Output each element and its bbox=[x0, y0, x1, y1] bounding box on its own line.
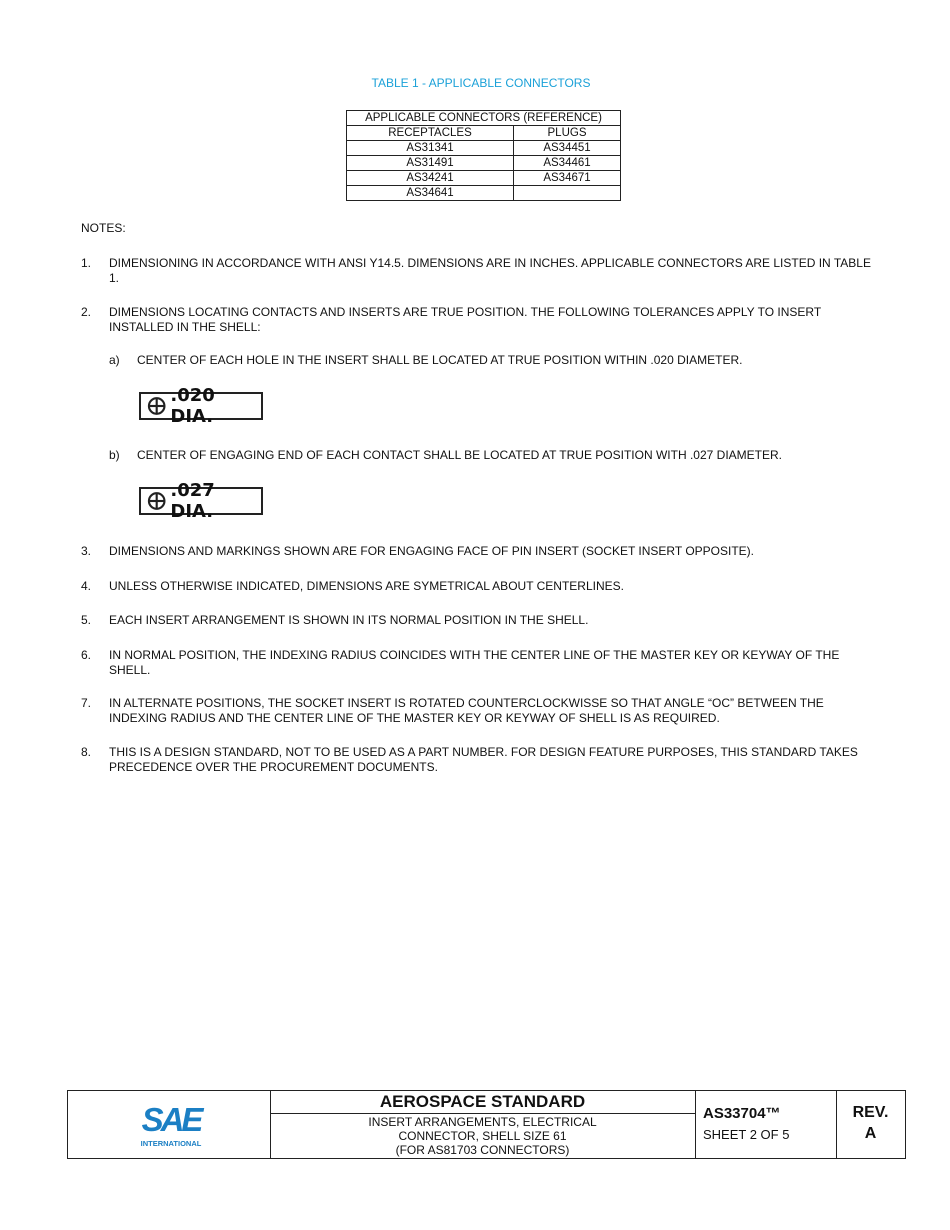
standard-title: AEROSPACE STANDARD bbox=[270, 1091, 695, 1114]
notes-heading: NOTES: bbox=[81, 221, 126, 235]
table-cell: AS34451 bbox=[514, 141, 621, 156]
note-number: 1. bbox=[81, 256, 92, 270]
note-text: THIS IS A DESIGN STANDARD, NOT TO BE USED AS A PART NUMBER. FOR DESIGN FEATURE PURPOSES, THIS STANDARD TAKES PRECEDENCE OVER THE PROCUREMENT DOCUMENTS. bbox=[109, 745, 858, 774]
subtitle-line: CONNECTOR, SHELL SIZE 61 bbox=[398, 1129, 567, 1143]
logo-subtext: INTERNATIONAL bbox=[140, 1139, 202, 1148]
note-number: 2. bbox=[81, 305, 92, 319]
note-number: 7. bbox=[81, 696, 92, 710]
subtitle-line: INSERT ARRANGEMENTS, ELECTRICAL bbox=[368, 1115, 597, 1129]
table-cell: AS34671 bbox=[514, 171, 621, 186]
table-row bbox=[347, 171, 621, 186]
table-title: TABLE 1 - APPLICABLE CONNECTORS bbox=[371, 76, 591, 90]
connectors-table bbox=[346, 110, 621, 201]
logo-cell bbox=[68, 1091, 271, 1158]
title-block bbox=[67, 1090, 906, 1159]
note-number: 8. bbox=[81, 745, 92, 759]
note-text: DIMENSIONS AND MARKINGS SHOWN ARE FOR ENGAGING FACE OF PIN INSERT (SOCKET INSERT OPPOSITE). bbox=[109, 544, 754, 558]
callout-text: .020 DIA. bbox=[170, 385, 215, 427]
sub-note-text: CENTER OF ENGAGING END OF EACH CONTACT SHALL BE LOCATED AT TRUE POSITION WITH .027 DIAMETER. bbox=[137, 448, 782, 462]
note-number: 4. bbox=[81, 579, 92, 593]
table-cell: AS31341 bbox=[347, 141, 514, 156]
true-position-icon bbox=[147, 491, 166, 511]
title-cell bbox=[270, 1091, 696, 1158]
note-number: 5. bbox=[81, 613, 92, 627]
document-number-cell bbox=[695, 1091, 837, 1158]
revision-label: REV. bbox=[852, 1104, 889, 1121]
logo-text: SAE bbox=[141, 1101, 201, 1138]
table-cell: AS31491 bbox=[347, 156, 514, 171]
table-row bbox=[347, 156, 621, 171]
note-text: UNLESS OTHERWISE INDICATED, DIMENSIONS ARE SYMETRICAL ABOUT CENTERLINES. bbox=[109, 579, 624, 593]
revision-value: A bbox=[864, 1125, 877, 1142]
callout-text: .027 DIA. bbox=[170, 480, 215, 522]
sae-logo-icon bbox=[136, 1101, 206, 1149]
table-cell bbox=[514, 186, 621, 201]
position-tolerance-callout-020 bbox=[139, 385, 263, 427]
column-header-plugs: PLUGS bbox=[514, 126, 621, 141]
note-text: DIMENSIONS LOCATING CONTACTS AND INSERTS ARE TRUE POSITION. THE FOLLOWING TOLERANCES APPLY TO INSERT INSTALLED IN THE SHELL: bbox=[109, 305, 821, 334]
sub-note-text: CENTER OF EACH HOLE IN THE INSERT SHALL BE LOCATED AT TRUE POSITION WITHIN .020 DIAMETER. bbox=[137, 353, 743, 367]
column-header-receptacles: RECEPTACLES bbox=[347, 126, 514, 141]
position-tolerance-callout-027 bbox=[139, 480, 263, 522]
document-number: AS33704™ bbox=[703, 1105, 781, 1122]
note-number: 3. bbox=[81, 544, 92, 558]
note-text: EACH INSERT ARRANGEMENT IS SHOWN IN ITS NORMAL POSITION IN THE SHELL. bbox=[109, 613, 589, 627]
note-text: DIMENSIONING IN ACCORDANCE WITH ANSI Y14.5. DIMENSIONS ARE IN INCHES. APPLICABLE CONNECTORS ARE LISTED IN TABLE 1. bbox=[109, 256, 871, 285]
table-cell: AS34241 bbox=[347, 171, 514, 186]
revision-cell bbox=[836, 1091, 905, 1158]
sheet-number: SHEET 2 OF 5 bbox=[703, 1127, 790, 1142]
table-row bbox=[347, 141, 621, 156]
subtitle-line: (FOR AS81703 CONNECTORS) bbox=[395, 1143, 570, 1157]
true-position-icon bbox=[147, 396, 166, 416]
table-cell: AS34461 bbox=[514, 156, 621, 171]
note-text: IN ALTERNATE POSITIONS, THE SOCKET INSERT IS ROTATED COUNTERCLOCKWISSE SO THAT ANGLE “OC” BETWEEN THE INDEXING RADIUS AND THE CENTER LINE OF THE MASTER KEY OR KEYWAY OF SHELL IS AS REQUIRED. bbox=[109, 696, 824, 725]
sub-note-label: b) bbox=[109, 448, 120, 462]
note-text: IN NORMAL POSITION, THE INDEXING RADIUS COINCIDES WITH THE CENTER LINE OF THE MASTER KEY OR KEYWAY OF THE SHELL. bbox=[109, 648, 840, 677]
table-header: APPLICABLE CONNECTORS (REFERENCE) bbox=[347, 111, 621, 126]
note-number: 6. bbox=[81, 648, 92, 662]
table-cell: AS34641 bbox=[347, 186, 514, 201]
table-row bbox=[347, 186, 621, 201]
sub-note-label: a) bbox=[109, 353, 120, 367]
